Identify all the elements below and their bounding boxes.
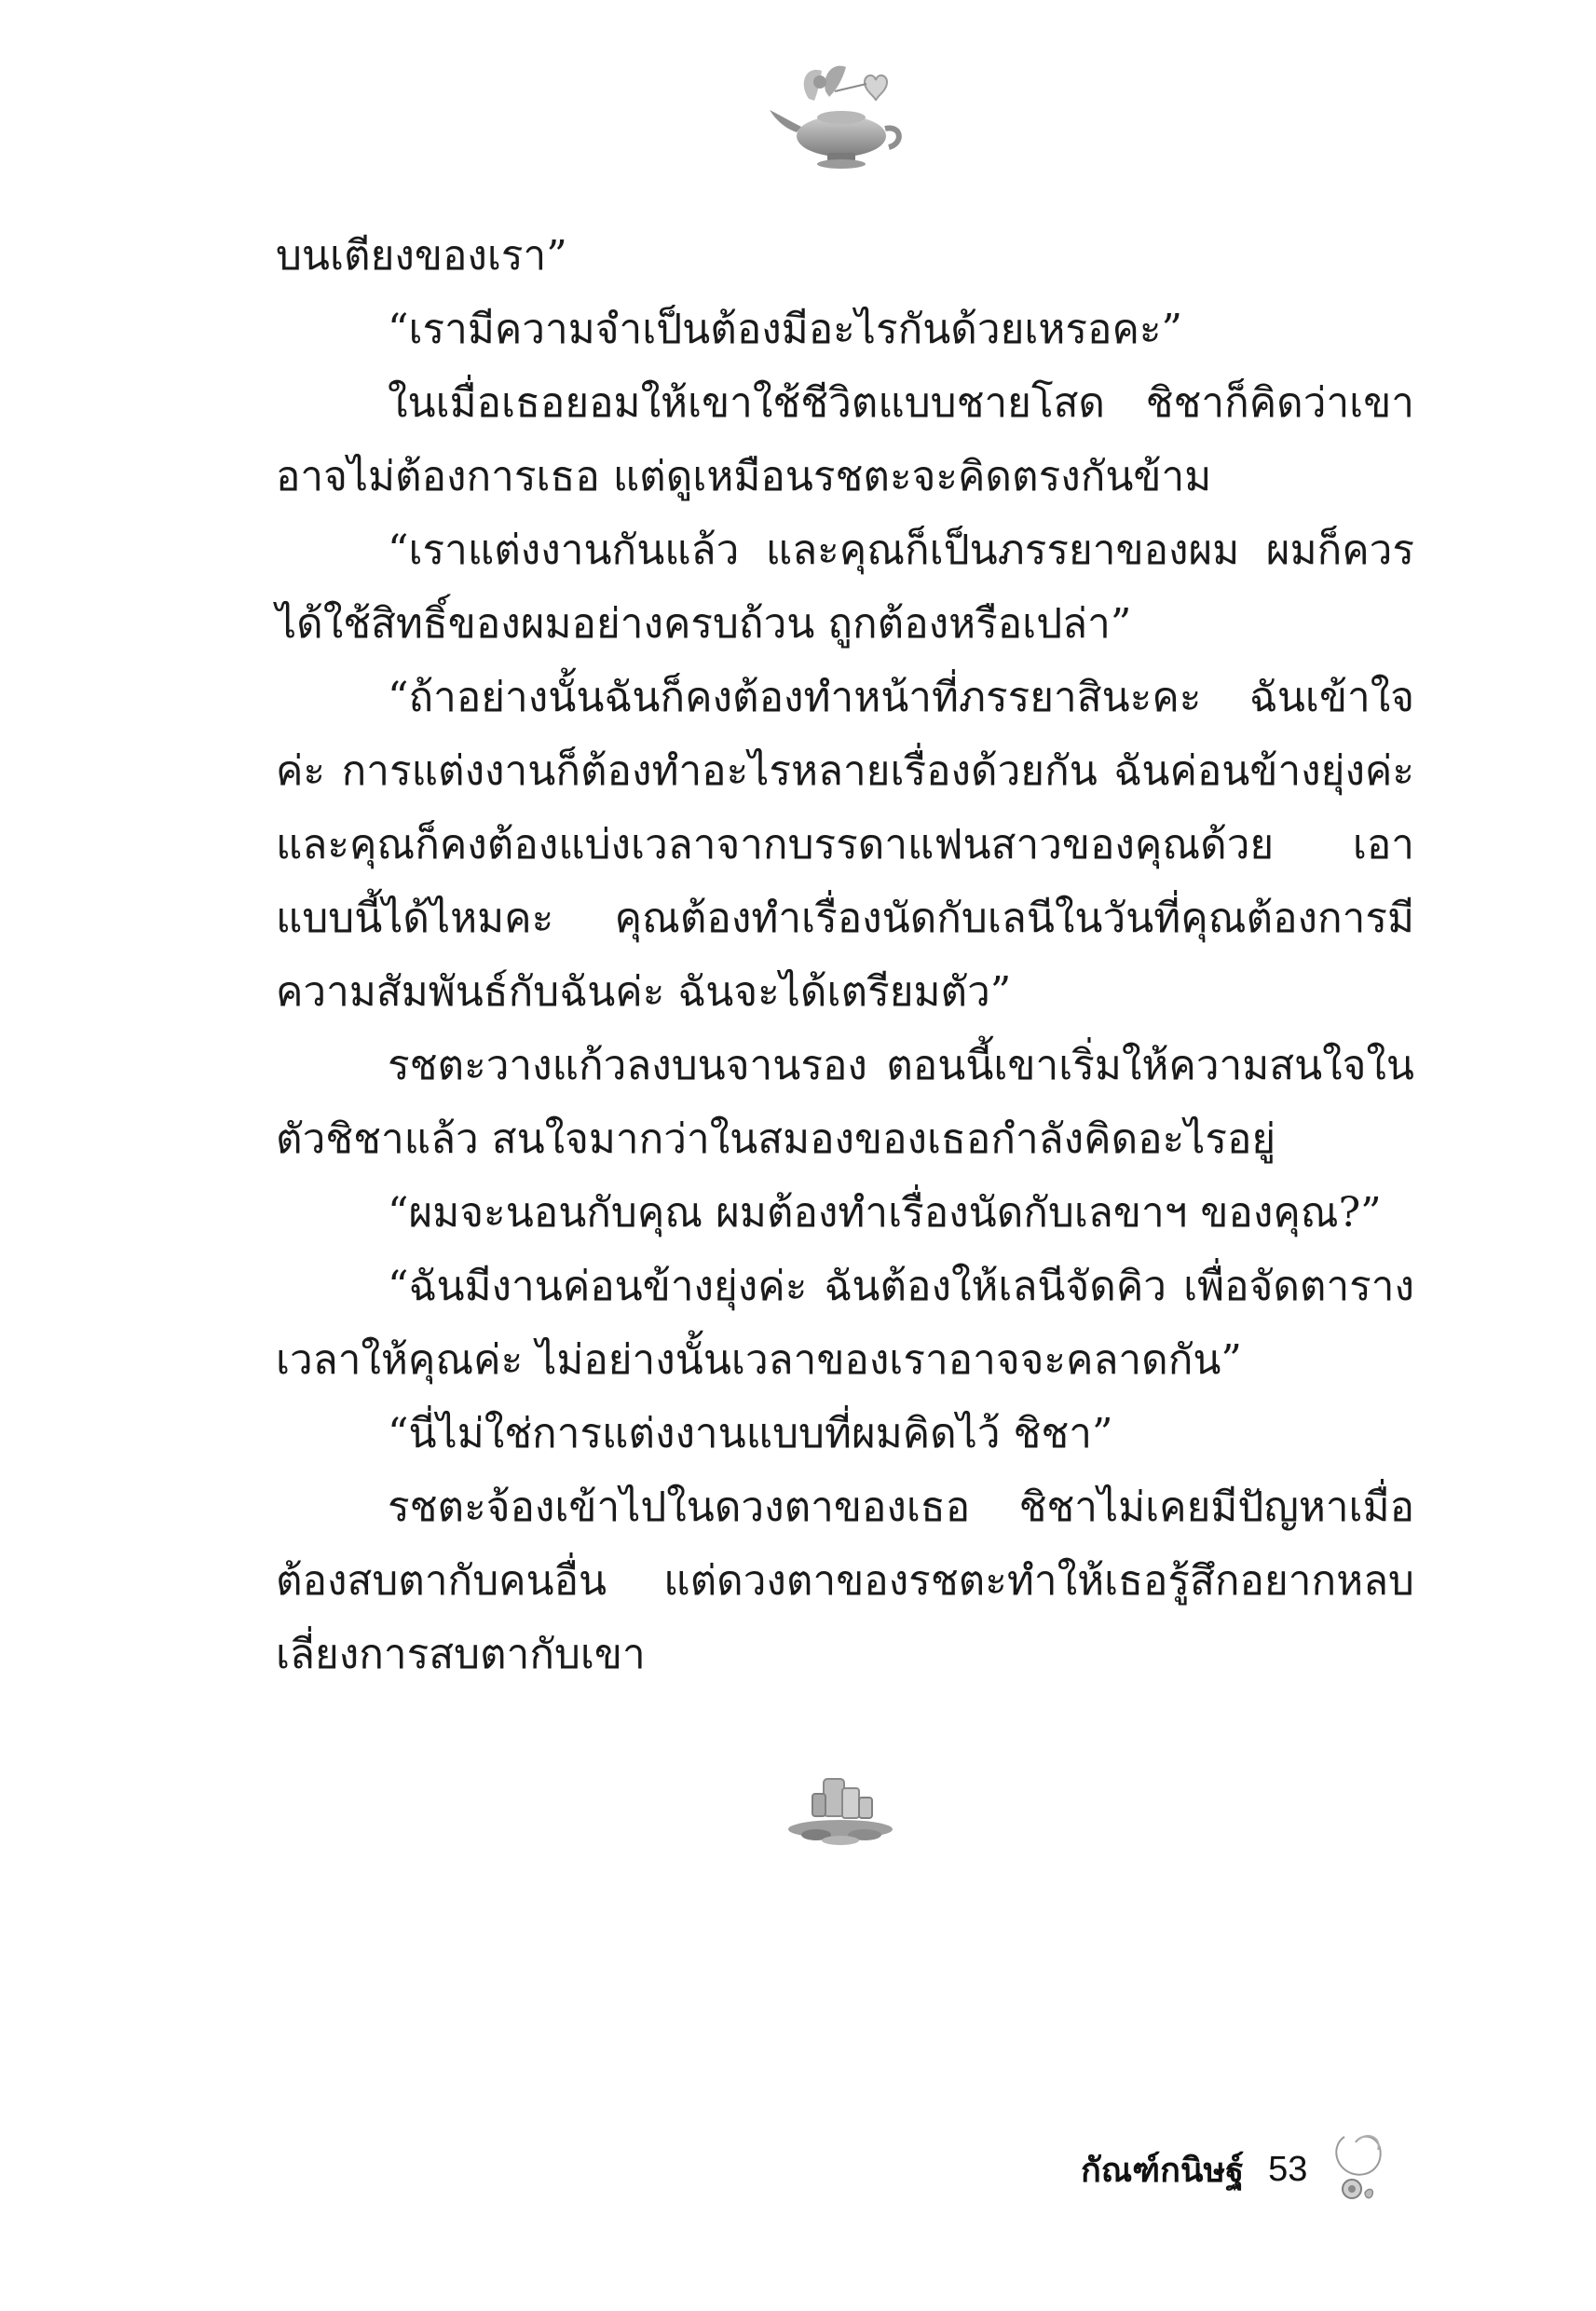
book-title: กัณฑ์กนิษฐ์ bbox=[1081, 2151, 1245, 2190]
paragraph-6: รชตะวางแก้วลงบนจานรอง ตอนนี้เขาเริ่มให้ความสนใจในตัวชิชาแล้ว สนใจมากว่าในสมองของเธอกำลังคิดอะไรอยู่ bbox=[276, 1042, 1414, 1163]
paragraph-7: “ผมจะนอนกับคุณ ผมต้องทำเรื่องนัดกับเลขาฯ ของคุณ?” bbox=[388, 1189, 1382, 1237]
paragraph-3: ในเมื่อเธอยอมให้เขาใช้ชีวิตแบบชายโสด ชิชาก็คิดว่าเขาอาจไม่ต้องการเธอ แต่ดูเหมือนรชตะจะคิดตรงกันข้าม bbox=[276, 379, 1414, 500]
paragraph-9: “นี่ไม่ใช่การแต่งงานแบบที่ผมคิดไว้ ชิชา” bbox=[388, 1410, 1113, 1457]
paragraph-1: บนเตียงของเรา” bbox=[276, 232, 567, 280]
necklace-icon bbox=[1326, 2127, 1391, 2211]
page-number: 53 bbox=[1268, 2149, 1308, 2189]
chapter-body bbox=[276, 219, 1414, 1691]
page-footer bbox=[1081, 2141, 1391, 2197]
paragraph-10: รชตะจ้องเข้าไปในดวงตาของเธอ ชิชาไม่เคยมีปัญหาเมื่อต้องสบตากับคนอื่น แต่ดวงตาของรชตะทำให้เธอรู้สึกอยากหลบเลี่ยงการสบตากับเขา bbox=[276, 1484, 1414, 1678]
paragraph-5: “ถ้าอย่างนั้นฉันก็คงต้องทำหน้าที่ภรรยาสินะคะ ฉันเข้าใจค่ะ การแต่งงานก็ต้องทำอะไรหลายเรื่องด้วยกัน ฉันค่อนข้างยุ่งค่ะ และคุณก็คงต้องแบ่งเวลาจากบรรดาแฟนสาวของคุณด้วย เอาแบบนี้ได้ไหมคะ คุณต้องทำเรื่องนัดกับเลนีในวันที่คุณต้องการมีความสัมพันธ์กับฉันค่ะ ฉันจะได้เตรียมตัว” bbox=[276, 674, 1414, 1016]
paragraph-8: “ฉันมีงานค่อนข้างยุ่งค่ะ ฉันต้องให้เลนีจัดคิว เพื่อจัดตารางเวลาให้คุณค่ะ ไม่อย่างนั้นเวลาของเราอาจจะคลาดกัน” bbox=[276, 1263, 1414, 1384]
jewelry-ornament-icon bbox=[779, 1766, 900, 1854]
paragraph-4: “เราแต่งงานกันแล้ว และคุณก็เป็นภรรยาของผม ผมก็ควรได้ใช้สิทธิ์ของผมอย่างครบถ้วน ถูกต้องหรือเปล่า” bbox=[276, 526, 1414, 648]
cupid-teapot-icon bbox=[753, 54, 911, 175]
paragraph-2: “เรามีความจำเป็นต้องมีอะไรกันด้วยเหรอคะ” bbox=[388, 306, 1183, 353]
